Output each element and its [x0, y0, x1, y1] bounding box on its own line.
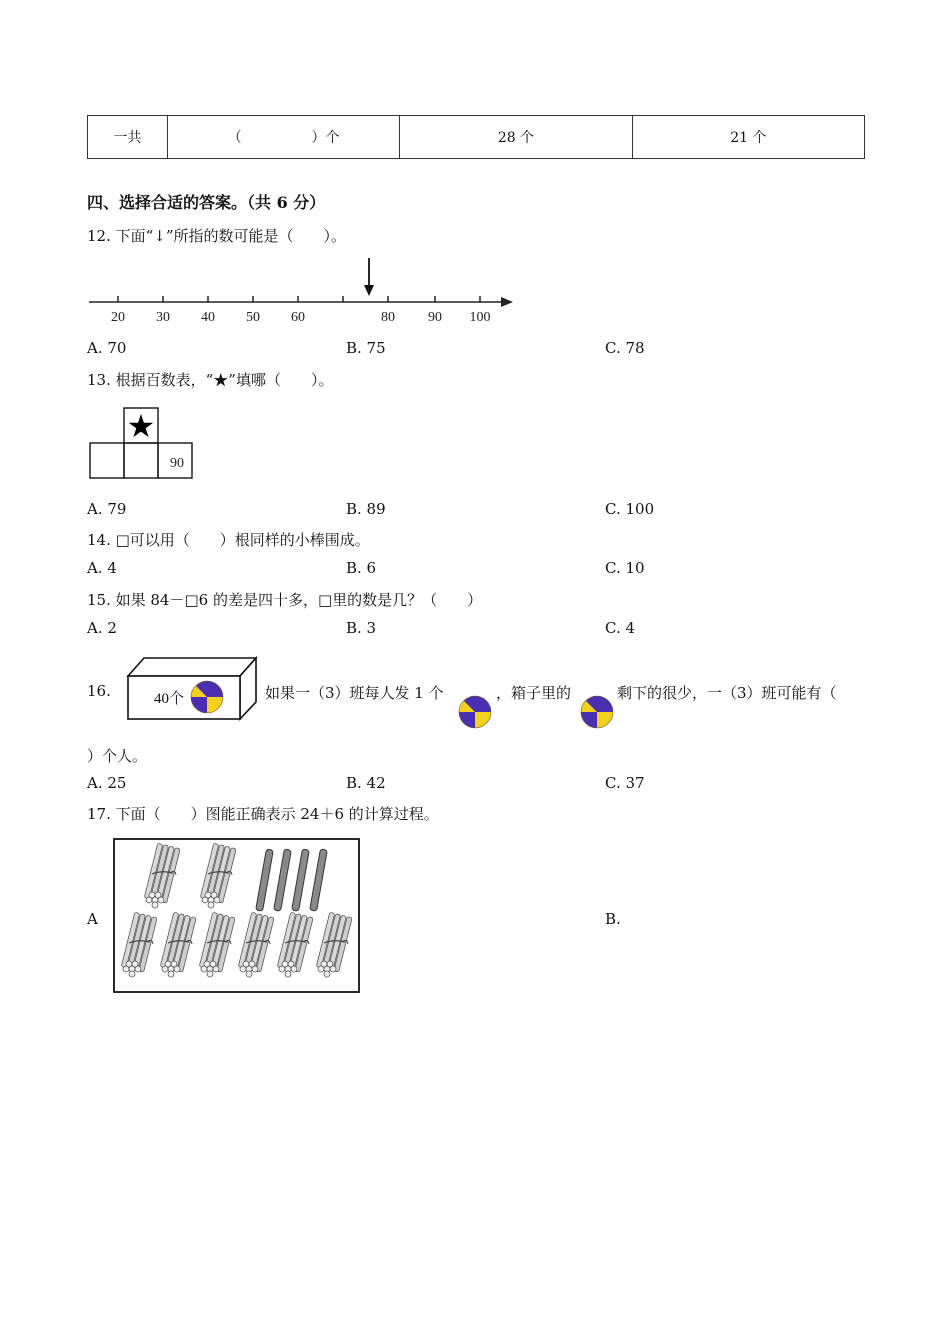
option-b[interactable]: B. 3: [346, 619, 377, 637]
tick-label: 20: [111, 310, 125, 325]
tick-label: 80: [381, 310, 395, 325]
option-a[interactable]: A. 2: [87, 619, 117, 637]
tick-label: 60: [291, 310, 305, 325]
option-a[interactable]: A: [87, 910, 98, 928]
question-13-stem: 13. 根据百数表，“★”填哪（ ）。: [87, 371, 334, 389]
ball-box-figure: [127, 656, 259, 722]
option-b[interactable]: B. 89: [346, 500, 386, 518]
option-a[interactable]: A. 70: [87, 339, 127, 357]
sticks-figure[interactable]: [113, 838, 361, 994]
option-b[interactable]: B. 75: [346, 339, 386, 357]
option-a[interactable]: A. 4: [87, 559, 117, 577]
tick-label: 50: [246, 310, 260, 325]
box-label: 40个: [153, 691, 185, 707]
tick-label: 90: [428, 310, 442, 325]
option-b[interactable]: B. 42: [346, 774, 386, 792]
down-arrow-icon: [364, 258, 374, 296]
question-12-stem: 12. 下面“↓”所指的数可能是（ ）。: [87, 227, 347, 245]
table-cell: 21 个: [632, 116, 864, 159]
question-16-text-1: 如果一（3）班每人发 1 个: [265, 684, 444, 702]
question-16-text-3: 剩下的很少，一（3）班可能有（: [617, 684, 837, 702]
option-a[interactable]: A. 25: [87, 774, 127, 792]
question-16-text-4: ）个人。: [87, 747, 148, 765]
tick-label: 100: [469, 310, 491, 325]
option-b[interactable]: B. 6: [346, 559, 377, 577]
hundred-chart: [89, 407, 195, 481]
question-17-stem: 17. 下面（ ）图能正确表示 24＋6 的计算过程。: [87, 805, 439, 823]
table-cell-blank[interactable]: （ ）个: [167, 116, 400, 159]
question-16-text-2: ，箱子里的: [496, 684, 572, 702]
option-c[interactable]: C. 100: [605, 500, 655, 518]
option-c[interactable]: C. 10: [605, 559, 645, 577]
option-b[interactable]: B.: [605, 910, 621, 928]
option-c[interactable]: C. 37: [605, 774, 645, 792]
number-line: [87, 256, 517, 326]
option-a[interactable]: A. 79: [87, 500, 127, 518]
summary-table: [87, 115, 865, 159]
table-row: [88, 116, 865, 159]
hundred-chart-cell-value: 90: [170, 456, 184, 471]
ball-icon: [458, 695, 492, 729]
question-16-number: 16.: [87, 682, 111, 700]
question-15-stem: 15. 如果 84－□6 的差是四十多，□里的数是几？（ ）: [87, 591, 483, 609]
star-icon: ★: [126, 407, 156, 445]
question-14-stem: 14. □可以用（ ）根同样的小棒围成。: [87, 531, 370, 549]
section-title: 四、选择合适的答案。（共 6 分）: [87, 193, 326, 212]
ball-icon: [191, 681, 223, 713]
table-row-label: 一共: [88, 116, 168, 159]
tick-label: 30: [156, 310, 170, 325]
option-c[interactable]: C. 78: [605, 339, 645, 357]
table-cell: 28 个: [400, 116, 632, 159]
tick-label: 40: [201, 310, 215, 325]
ball-icon: [580, 695, 614, 729]
option-c[interactable]: C. 4: [605, 619, 636, 637]
